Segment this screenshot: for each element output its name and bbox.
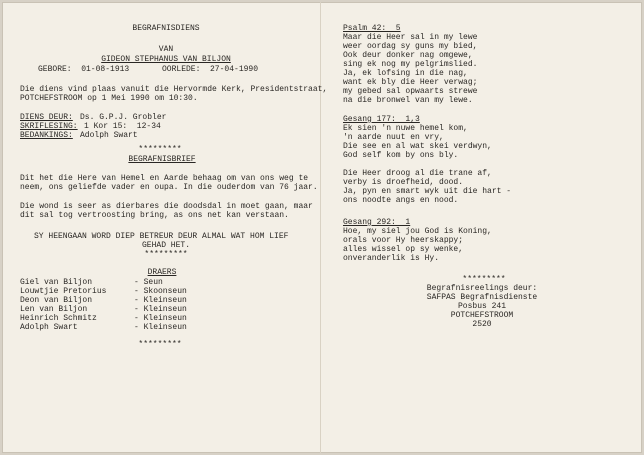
service-line-2: POTCHEFSTROOM op 1 Mei 1990 om 10:30. <box>20 94 198 103</box>
hymn-title-gesang-292: Gesang 292: 1 <box>343 218 411 227</box>
hymn-line: na die bronwel van my lewe. <box>343 96 473 105</box>
hymn-line: Ja, ek lofsing in die nag, <box>343 69 468 78</box>
hymn-title-gesang-177: Gesang 177: 1,3 <box>343 115 420 124</box>
bearer-relation: - Kleinseun <box>134 305 187 314</box>
hymn-line: ons noodte angs en nood. <box>343 196 459 205</box>
bearer-name: Heinrich Schmitz <box>20 314 97 323</box>
separator-stars: ********* <box>138 145 182 154</box>
bearer-relation: - Kleinseun <box>134 323 187 332</box>
center-fold <box>320 2 321 453</box>
hymn-line: Ja, pyn en smart wyk uit die hart - <box>343 187 512 196</box>
van-label: VAN <box>158 45 174 54</box>
right-page <box>322 0 644 455</box>
hymn-line: Die Heer droog al die trane af, <box>343 169 492 178</box>
hymn-line: Die see en al wat skei verdwyn, <box>343 142 492 151</box>
credits-line: 2520 <box>472 320 492 329</box>
hymn-line: verby is droefheid, dood. <box>343 178 464 187</box>
bearer-relation: - Kleinseun <box>134 296 187 305</box>
bearer-name: Louwtjie Pretorius <box>20 287 107 296</box>
bearer-relation: - Kleinseun <box>134 314 187 323</box>
bearer-name: Adolph Swart <box>20 323 78 332</box>
credits-line: SAFPAS Begrafnisdienste <box>426 293 538 302</box>
separator-stars: ********* <box>462 275 506 284</box>
bearer-name: Deon van Biljon <box>20 296 93 305</box>
hymn-line: sing ek nog my pelgrimslied. <box>343 60 478 69</box>
hymn-line: my gebed sal opwaarts strewe <box>343 87 478 96</box>
birth-date: GEBORE: 01-08-1913 <box>38 65 130 74</box>
hymn-line: Ook deur donker nag omgewe, <box>343 51 473 60</box>
hymn-line: 'n aarde nuut en vry, <box>343 133 444 142</box>
separator-stars: ********* <box>144 250 188 259</box>
letter-p2-line-1: Die wond is seer as dierbares die doodsdal in moet gaan, maar <box>20 202 313 211</box>
separator-stars: ********* <box>138 340 182 349</box>
hymn-line: alles wissel op sy wenke, <box>343 245 464 254</box>
hymn-line: Hoe, my siel jou God is Koning, <box>343 227 492 236</box>
hymn-line: want ek bly die Heer verwag; <box>343 78 478 87</box>
letter-p1-line-2: neem, ons geliefde vader en oupa. In die ouderdom van 76 jaar. <box>20 183 318 192</box>
deceased-name: GIDEON STEPHANUS VAN BILJON <box>101 55 231 64</box>
bearer-name: Giel van Biljon <box>20 278 93 287</box>
letter-p1-line-1: Dit het die Here van Hemel en Aarde behaag om van ons weg te <box>20 174 309 183</box>
hymn-line: God self kom by ons bly. <box>343 151 459 160</box>
farewell-line-2: GEHAD HET. <box>141 241 191 250</box>
officiant-value: Ds. G.P.J. Grobler <box>80 113 167 122</box>
letter-title: BEGRAFNISBRIEF <box>128 155 196 164</box>
hymn-line: orals voor Hy heerskappy; <box>343 236 464 245</box>
hymn-line: Ek sien 'n nuwe hemel kom, <box>343 124 468 133</box>
thanks-label: BEDANKINGS: <box>20 131 73 140</box>
service-heading: BEGRAFNISDIENS <box>132 24 200 33</box>
bearer-relation: - Skoonseun <box>134 287 187 296</box>
bearer-relation: - Seun <box>134 278 163 287</box>
thanks-value: Adolph Swart <box>80 131 138 140</box>
hymn-line: weer oordag sy guns my bied, <box>343 42 478 51</box>
hymn-title-psalm-42: Psalm 42: 5 <box>343 24 401 33</box>
farewell-line-1: SY HEENGAAN WORD DIEP BETREUR DEUR ALMAL WAT HOM LIEF <box>34 232 289 241</box>
credits-line: Posbus 241 <box>457 302 507 311</box>
reading-label: SKRIFLESING: <box>20 122 78 131</box>
bearer-name: Len van Biljon <box>20 305 88 314</box>
hymn-line: onveranderlik is Hy. <box>343 254 440 263</box>
letter-p2-line-2: dit sal tog vertroosting bring, as ons net kan verstaan. <box>20 211 289 220</box>
officiant-label: DIENS DEUR: <box>20 113 73 122</box>
bearers-title: DRAERS <box>147 268 177 277</box>
hymn-line: Maar die Heer sal in my lewe <box>343 33 478 42</box>
credits-line: POTCHEFSTROOM <box>450 311 514 320</box>
service-line-1: Die diens vind plaas vanuit die Hervormde Kerk, Presidentstraat, <box>20 85 328 94</box>
reading-value: 1 Kor 15: 12-34 <box>84 122 161 131</box>
credits-line: Begrafnisreelings deur: <box>426 284 538 293</box>
death-date: OORLEDE: 27-04-1990 <box>162 65 259 74</box>
